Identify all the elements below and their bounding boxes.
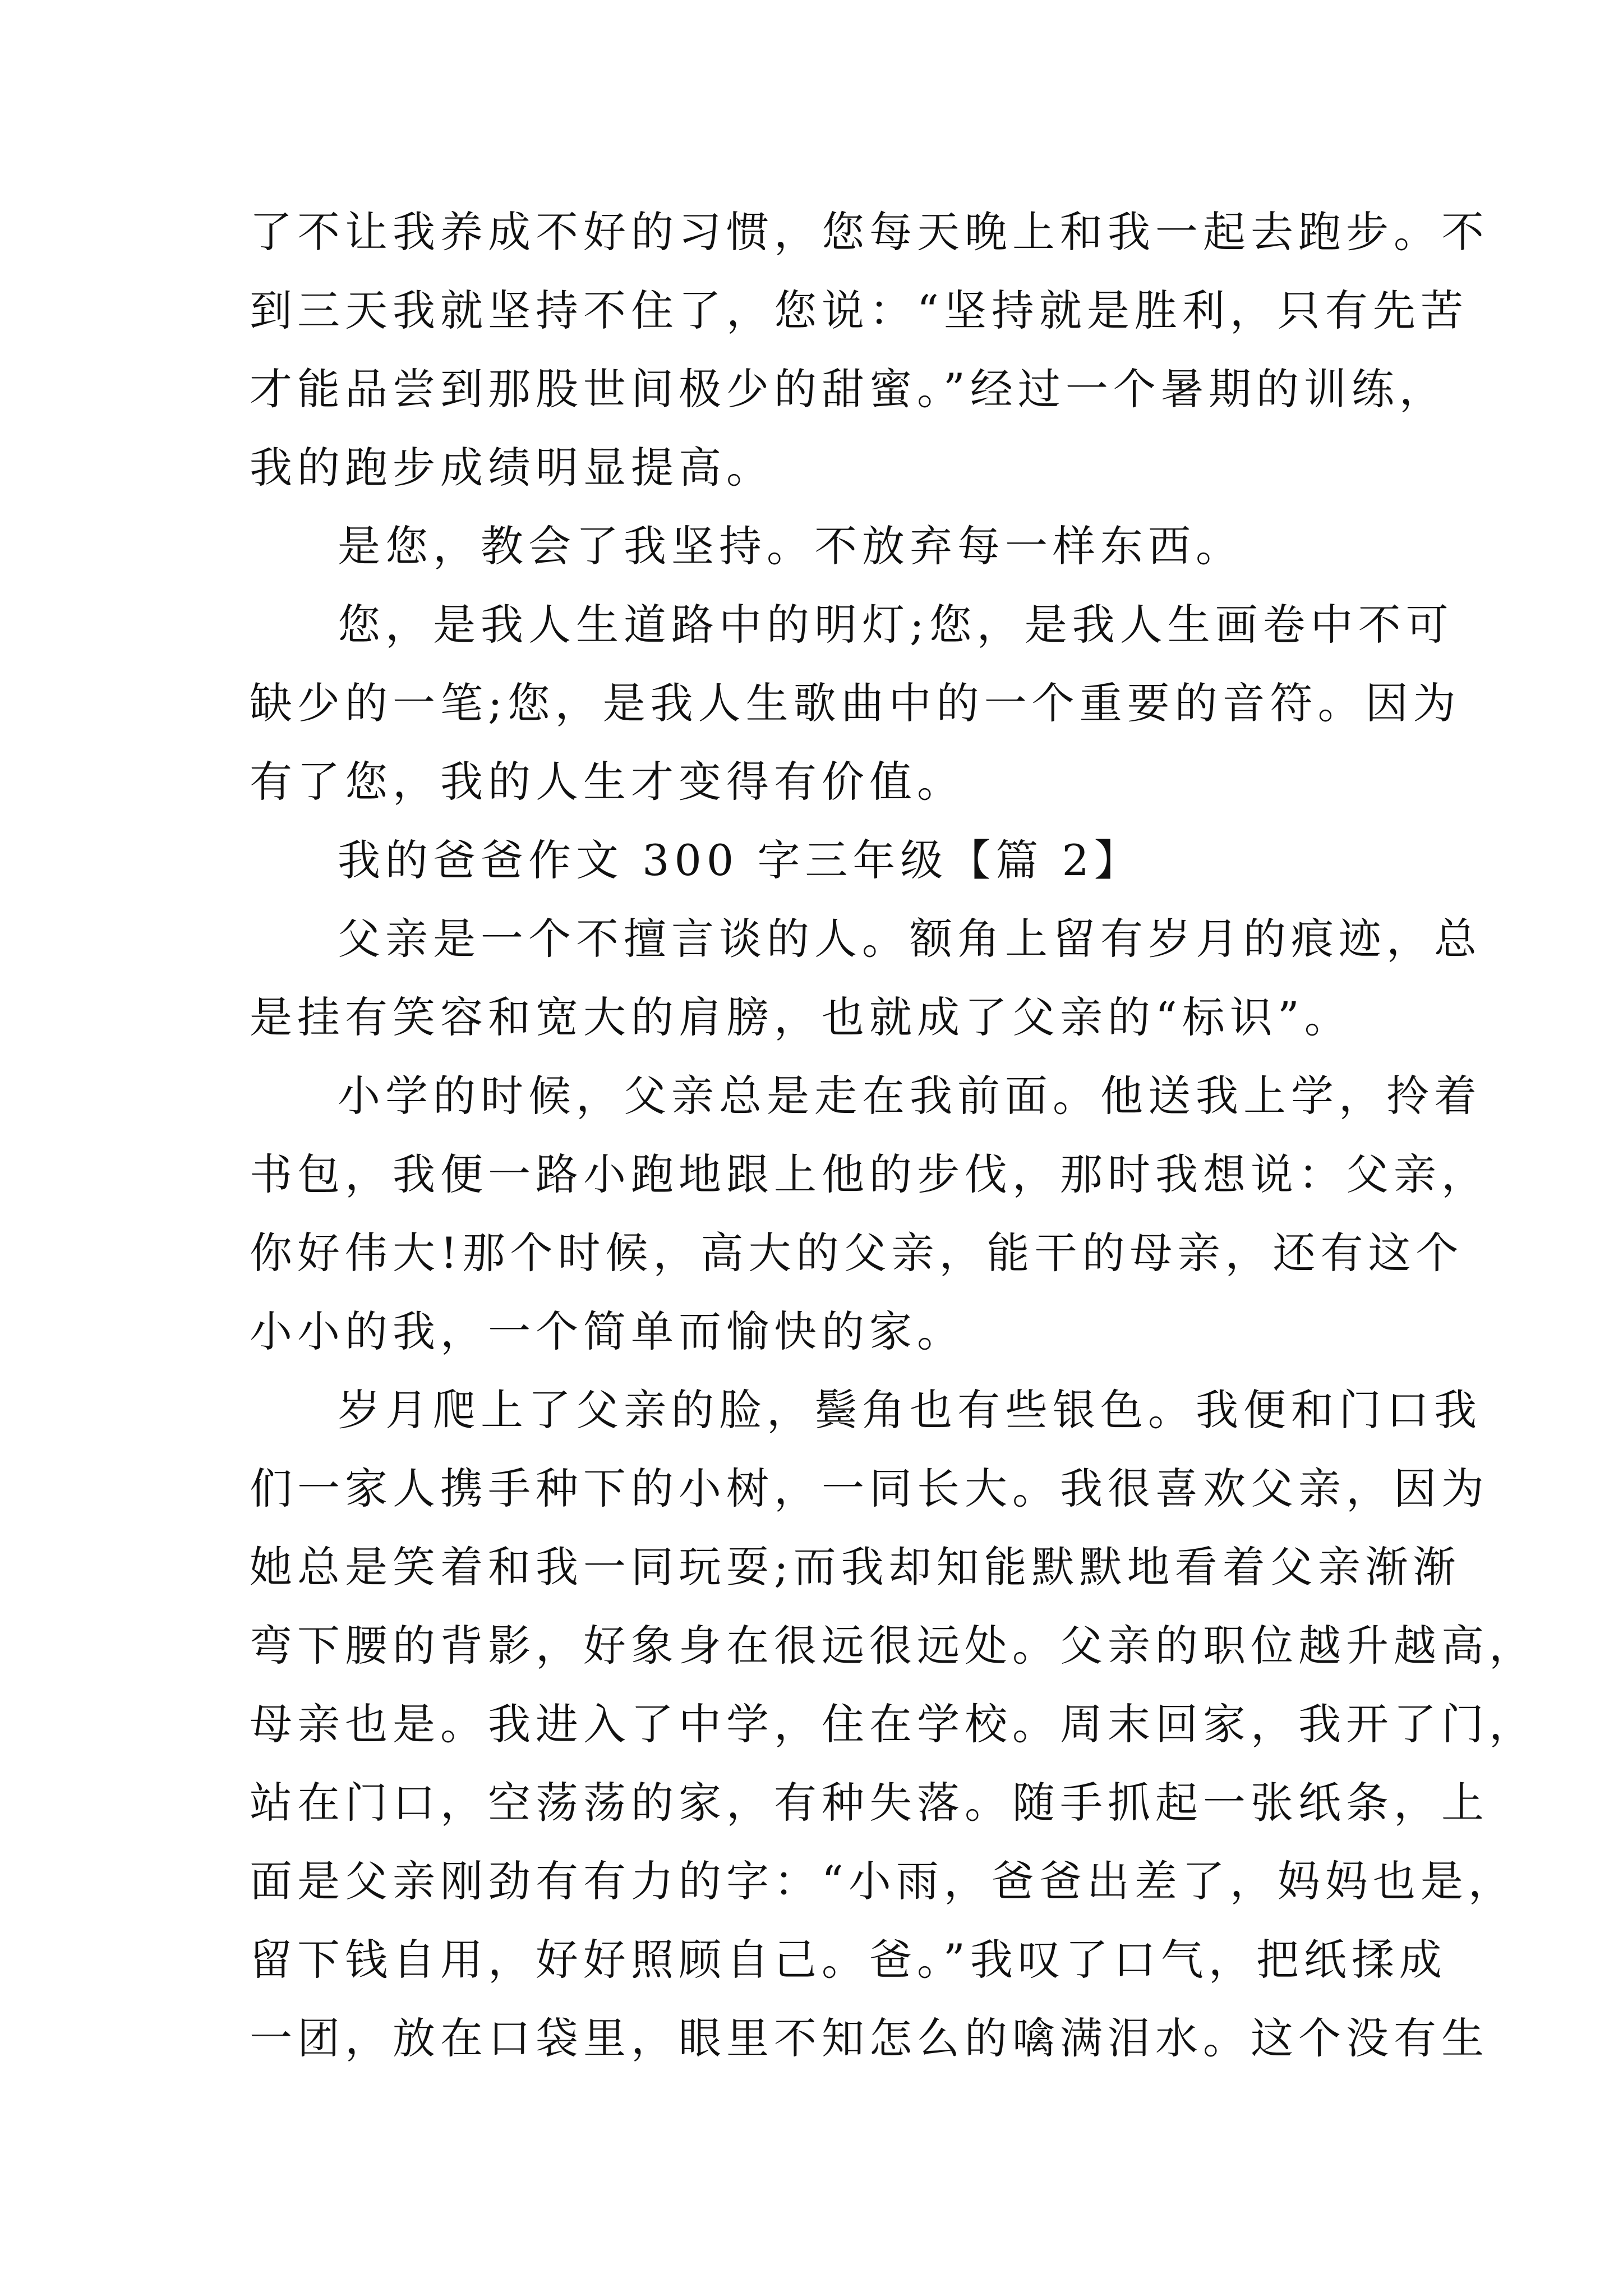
text-line: 我的跑步成绩明显提高。 (250, 443, 774, 493)
text-line: 有了您，我的人生才变得有价值。 (250, 757, 965, 807)
text-line: 才能品尝到那股世间极少的甜蜜。”经过一个暑期的训练， (250, 364, 1447, 414)
text-line: 她总是笑着和我一同玩耍;而我却知能默默地看着父亲渐渐 (250, 1542, 1461, 1592)
text-line: 小小的我，一个简单而愉快的家。 (250, 1306, 965, 1356)
text-line: 一团，放在口袋里，眼里不知怎么的噙满泪水。这个没有生 (250, 2013, 1489, 2063)
section-heading: 我的爸爸作文 300 字三年级【篇 2】 (338, 835, 1142, 885)
text-line: 缺少的一笔;您，是我人生歌曲中的一个重要的音符。因为 (250, 678, 1461, 728)
text-line: 弯下腰的背影，好象身在很远很远处。父亲的职位越升越高， (250, 1621, 1537, 1671)
text-line: 留下钱自用，好好照顾自己。爸。”我叹了口气，把纸揉成 (250, 1935, 1447, 1985)
text-line: 你好伟大!那个时候，高大的父亲，能干的母亲，还有这个 (250, 1228, 1464, 1278)
text-line: 到三天我就坚持不住了，您说：“坚持就是胜利，只有先苦 (250, 286, 1468, 335)
text-line: 了不让我养成不好的习惯，您每天晚上和我一起去跑步。不 (250, 207, 1489, 257)
text-line: 面是父亲刚劲有有力的字：“小雨，爸爸出差了，妈妈也是， (250, 1856, 1516, 1906)
text-line: 站在门口，空荡荡的家，有种失落。随手抓起一张纸条，上 (250, 1778, 1489, 1828)
text-line: 您，是我人生道路中的明灯;您，是我人生画卷中不可 (338, 600, 1454, 650)
text-line: 小学的时候，父亲总是走在我前面。他送我上学，拎着 (338, 1071, 1482, 1121)
text-line: 母亲也是。我进入了中学，住在学校。周末回家，我开了门， (250, 1699, 1537, 1749)
text-line: 们一家人携手种下的小树，一同长大。我很喜欢父亲，因为 (250, 1464, 1489, 1513)
text-line: 是挂有笑容和宽大的肩膀，也就成了父亲的“标识”。 (250, 992, 1352, 1042)
text-line: 书包，我便一路小跑地跟上他的步伐，那时我想说：父亲， (250, 1149, 1489, 1199)
text-line: 是您，教会了我坚持。不放弃每一样东西。 (338, 521, 1243, 571)
text-line: 岁月爬上了父亲的脸，鬓角也有些银色。我便和门口我 (338, 1385, 1482, 1435)
text-line: 父亲是一个不擅言谈的人。额角上留有岁月的痕迹，总 (338, 914, 1482, 964)
